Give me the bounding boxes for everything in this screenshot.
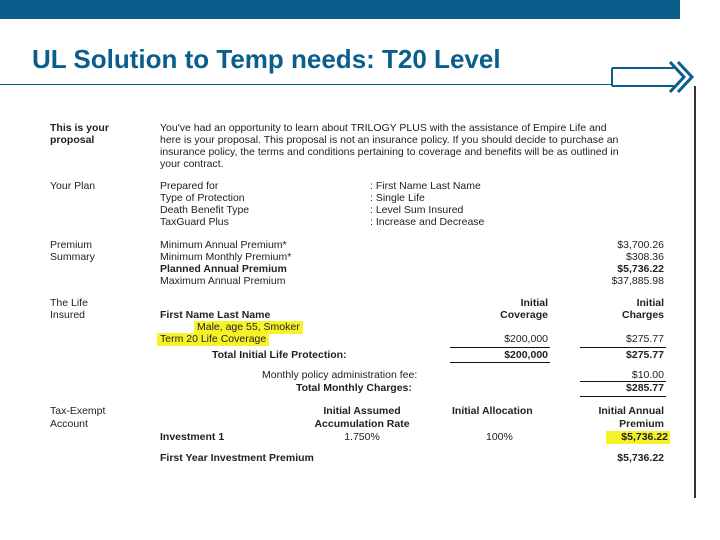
total-protection-amount: $200,000: [504, 349, 548, 361]
monthly-total-value: $285.77: [626, 382, 664, 394]
total-protection-charge: $275.77: [626, 349, 664, 361]
coverage-header-line1: Initial: [520, 297, 548, 309]
premium-label-line2: Summary: [50, 251, 95, 263]
slide-title: UL Solution to Temp needs: T20 Level: [32, 44, 501, 74]
intro-line-4: your contract.: [160, 158, 224, 170]
plan-key-2: Type of Protection: [160, 192, 245, 204]
intro-line-2: here is your proposal. This proposal is not an insurance policy. If you should decide to purchase an: [160, 134, 619, 146]
proposal-label-line1: This is your: [50, 122, 109, 134]
admin-fee-label: Monthly policy administration fee:: [262, 369, 418, 381]
rate-header-line2: Accumulation Rate: [314, 418, 410, 430]
first-year-label: First Year Investment Premium: [160, 452, 314, 464]
premium-key-4: Maximum Annual Premium: [160, 275, 286, 287]
tax-label-line2: Account: [50, 418, 88, 430]
first-year-value: $5,736.22: [617, 452, 664, 464]
plan-value-4: : Increase and Decrease: [370, 216, 485, 228]
annual-premium-header-line1: Initial Annual: [598, 405, 664, 417]
tax-label-line1: Tax-Exempt: [50, 405, 106, 417]
admin-fee-value: $10.00: [631, 369, 664, 381]
coverage-name: Term 20 Life Coverage: [157, 333, 269, 346]
coverage-header-line2: Coverage: [500, 309, 548, 321]
allocation-header: Initial Allocation: [452, 405, 533, 417]
investment-rate: 1.750%: [344, 431, 380, 443]
plan-key-3: Death Benefit Type: [160, 204, 250, 216]
rate-header-line1: Initial Assumed: [323, 405, 401, 417]
monthly-double-rule: [580, 396, 666, 397]
proposal-label-line2: proposal: [50, 134, 95, 146]
insured-detail: Male, age 55, Smoker: [194, 321, 303, 334]
premium-key-1: Minimum Annual Premium*: [160, 239, 287, 251]
coverage-amount: $200,000: [504, 333, 548, 345]
investment-premium: $5,736.22: [606, 431, 670, 444]
premium-label-line1: Premium: [50, 239, 93, 251]
plan-label: Your Plan: [50, 180, 96, 192]
plan-key-4: TaxGuard Plus: [160, 216, 229, 228]
coverage-charge: $275.77: [626, 333, 664, 345]
monthly-total-label: Total Monthly Charges:: [296, 382, 412, 394]
plan-value-1: : First Name Last Name: [370, 180, 481, 192]
premium-value-2: $308.36: [626, 251, 664, 263]
charges-header-line2: Charges: [621, 309, 664, 321]
premium-key-3: Planned Annual Premium: [160, 263, 287, 275]
premium-value-4: $37,885.98: [611, 275, 664, 287]
plan-key-1: Prepared for: [160, 180, 219, 192]
plan-value-3: : Level Sum Insured: [370, 204, 464, 216]
charges-header-line1: Initial: [636, 297, 664, 309]
coverage-total-rule: [450, 347, 550, 348]
plan-value-2: : Single Life: [370, 192, 425, 204]
insured-name: First Name Last Name: [160, 309, 271, 321]
investment-name: Investment 1: [160, 431, 225, 443]
premium-value-3: $5,736.22: [617, 263, 664, 275]
premium-value-1: $3,700.26: [617, 239, 664, 251]
intro-line-1: You've had an opportunity to learn about TRILOGY PLUS with the assistance of Empire Life and: [160, 122, 607, 134]
annual-premium-header-line2: Premium: [619, 418, 664, 430]
insured-label-line2: Insured: [50, 309, 86, 321]
investment-allocation: 100%: [486, 431, 513, 443]
charge-total-rule: [580, 347, 666, 348]
total-protection-label: Total Initial Life Protection:: [212, 349, 347, 361]
intro-line-3: insurance policy, the terms and conditions pertaining to coverage and benefits will be as outlined in: [160, 146, 619, 158]
coverage-double-rule: [450, 362, 550, 363]
premium-key-2: Minimum Monthly Premium*: [160, 251, 292, 263]
insured-label-line1: The Life: [50, 297, 88, 309]
